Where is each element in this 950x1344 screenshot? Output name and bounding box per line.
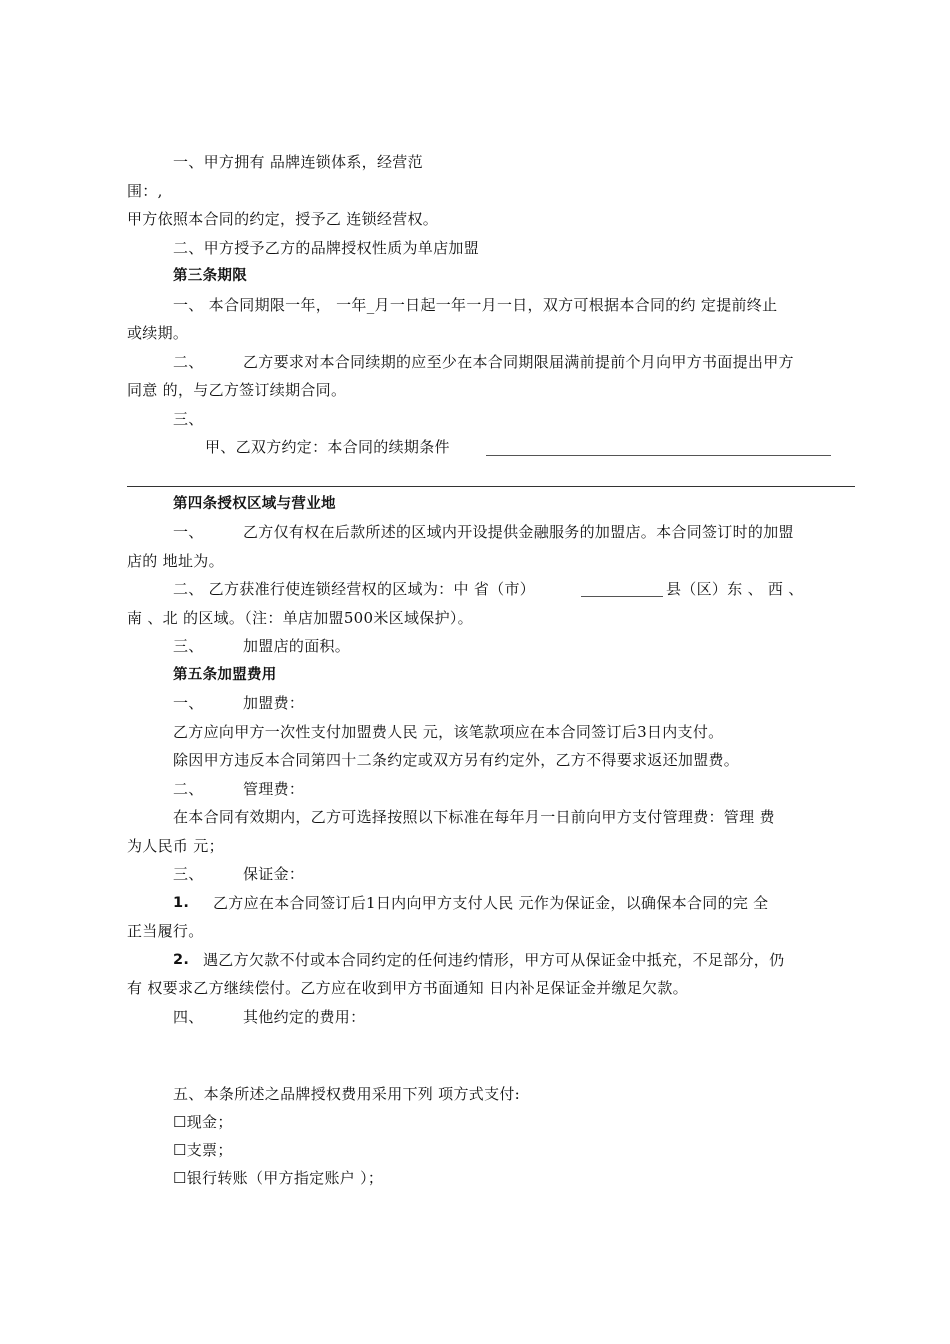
para-deposit-offset-cont: 有 权要求乙方继续偿付。乙方应在收到甲方书面通知 日内补足保证金并缴足欠款。	[127, 979, 688, 997]
para-region-cont: 店的 地址为。	[127, 552, 224, 570]
checkbox-bank-transfer[interactable]: ☐银行转账（甲方指定账户 ）；	[173, 1169, 384, 1187]
item-number: 一、	[173, 523, 204, 541]
para-area-cont: 县（区）东 、 西 、	[666, 580, 804, 598]
para-grant-nature: 二、甲方授予乙方的品牌授权性质为单店加盟	[173, 239, 480, 257]
para-region: 乙方仅有权在后款所述的区域内开设提供金融服务的加盟店。本合同签订时的加盟	[243, 523, 794, 541]
para-deposit-offset: 遇乙方欠款不付或本合同约定的任何违约情形，甲方可从保证金中抵充，不足部分，仍	[203, 951, 785, 969]
item-number: 三、	[173, 637, 204, 655]
item-number: 1.	[173, 895, 190, 911]
checkbox-check[interactable]: ☐支票；	[173, 1141, 233, 1159]
checkbox-cash[interactable]: ☐现金；	[173, 1113, 233, 1131]
para-brand-system: 一、甲方拥有 品牌连锁体系，经营范	[173, 153, 423, 171]
para-mgmt-fee-amount: 为人民币 元；	[127, 837, 224, 855]
item-number: 三、	[173, 865, 204, 883]
para-renewal-cont: 同意 的，与乙方签订续期合同。	[127, 381, 347, 399]
para-fee-refund: 除因甲方违反本合同第四十二条约定或双方另有约定外，乙方不得要求返还加盟费。	[173, 751, 740, 769]
para-grant: 甲方依照本合同的约定，授予乙 连锁经营权。	[127, 210, 439, 228]
para-franchise-fee: 加盟费：	[243, 694, 305, 712]
para-fee-payment: 乙方应向甲方一次性支付加盟费人民 元，该笔款项应在本合同签订后3日内支付。	[173, 723, 724, 741]
para-payment-methods: 五、本条所述之品牌授权费用采用下列 项方式支付:	[173, 1085, 521, 1103]
para-deposit-cont: 正当履行。	[127, 922, 204, 940]
item-number: 二、	[173, 780, 204, 798]
para-other-fees: 其他约定的费用：	[243, 1008, 366, 1026]
para-area-directions: 南 、北 的区域。（注：单店加盟500米区域保护）。	[127, 609, 473, 627]
para-term-cont: 或续期。	[127, 324, 189, 342]
fill-in-blank	[486, 455, 831, 456]
horizontal-rule	[127, 486, 855, 487]
heading-article-3: 第三条期限	[173, 268, 247, 284]
para-deposit: 保证金：	[243, 865, 305, 883]
item-number: 二、	[173, 353, 204, 371]
item-number: 三、	[173, 410, 204, 428]
heading-article-4: 第四条授权区域与营业地	[173, 496, 336, 512]
heading-article-5: 第五条加盟费用	[173, 667, 277, 683]
para-term: 一、 本合同期限一年， 一年_月一日起一年一月一日，双方可根据本合同的约 定提前终止	[173, 296, 778, 314]
para-mgmt-fee-terms: 在本合同有效期内，乙方可选择按照以下标准在每年月一日前向甲方支付管理费：管理 费	[173, 808, 775, 826]
para-deposit-payment: 乙方应在本合同签订后1日内向甲方支付人民 元作为保证金，以确保本合同的完 全	[213, 894, 769, 912]
item-number: 四、	[173, 1008, 204, 1026]
para-management-fee: 管理费：	[243, 780, 305, 798]
item-number: 一、	[173, 694, 204, 712]
para-store-size: 加盟店的面积。	[243, 637, 351, 655]
para-area: 二、 乙方获准行使连锁经营权的区域为：中 省（市）	[173, 580, 536, 598]
fill-in-blank	[581, 596, 663, 597]
para-scope: 围：,	[127, 182, 163, 200]
para-renewal-conditions: 甲、乙双方约定：本合同的续期条件	[205, 438, 450, 456]
para-renewal: 乙方要求对本合同续期的应至少在本合同期限届满前提前个月向甲方书面提出甲方	[243, 353, 794, 371]
item-number: 2.	[173, 952, 190, 968]
